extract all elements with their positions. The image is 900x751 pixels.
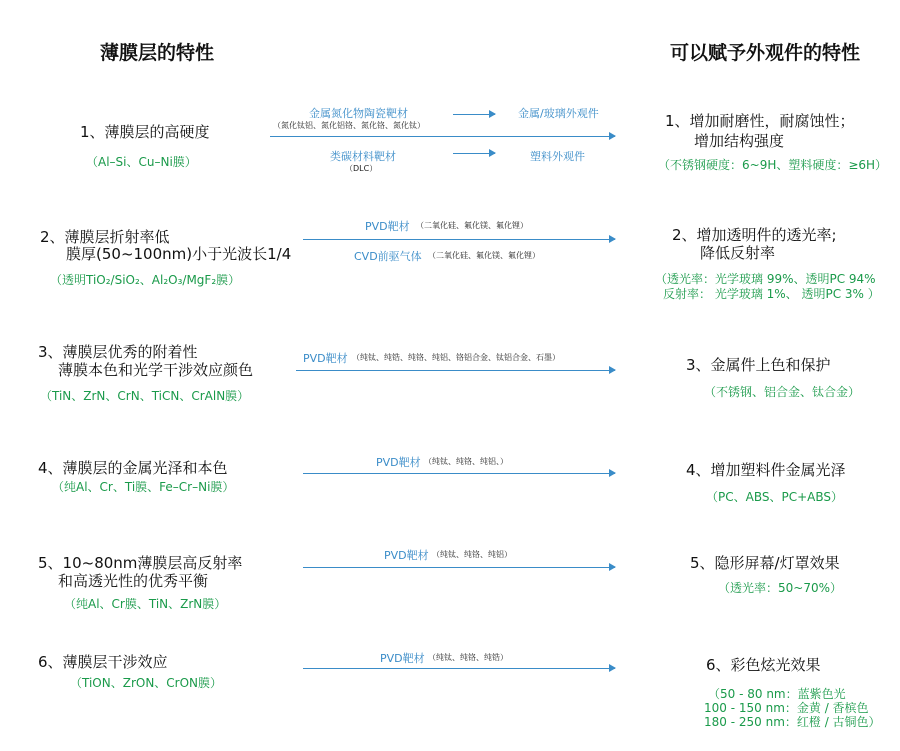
process-2b-material: CVD前驱气体 xyxy=(354,250,422,263)
property-4-title: 4、薄膜层的金属光泽和本色 xyxy=(38,459,228,477)
process-1a-arrow xyxy=(453,114,495,115)
process-6-detail: （纯钛、纯铬、纯锆） xyxy=(428,653,508,662)
benefit-2-note-line2: 反射率： 光学玻璃 1%、 透明PC 3% ） xyxy=(663,287,880,301)
process-1b-arrow xyxy=(453,153,495,154)
benefit-3-title: 3、金属件上色和保护 xyxy=(686,356,831,374)
property-2-title-line1: 2、薄膜层折射率低 xyxy=(40,228,170,246)
benefit-1-note: （不锈钢硬度：6~9H、塑料硬度：≥6H） xyxy=(658,158,888,172)
benefit-5-note: （透光率：50~70%） xyxy=(718,581,842,595)
benefit-4-note: （PC、ABS、PC+ABS） xyxy=(706,490,843,504)
benefit-5-title: 5、隐形屏幕/灯罩效果 xyxy=(690,554,840,572)
benefit-2-title-line2: 降低反射率 xyxy=(700,244,776,262)
property-1-note: （Al–Si、Cu–Ni膜） xyxy=(86,155,197,169)
property-5-note: （纯Al、Cr膜、TiN、ZrN膜） xyxy=(64,597,227,611)
process-4-detail: （纯钛、纯铬、纯铝、） xyxy=(424,457,508,466)
process-5-detail: （纯钛、纯铬、纯铝） xyxy=(432,550,512,559)
benefit-6-title: 6、彩色炫光效果 xyxy=(706,656,821,674)
process-5-arrow xyxy=(303,567,615,568)
property-2-title-line2: 膜厚(50~100nm)小于光波长1/4 xyxy=(66,245,292,263)
process-1b-target: 塑料外观件 xyxy=(530,150,585,163)
benefit-2-note-line1: （透光率：光学玻璃 99%、透明PC 94% xyxy=(655,272,876,286)
property-5-title-line1: 5、10~80nm薄膜层高反射率 xyxy=(38,554,243,572)
benefit-1-title-line2: 增加结构强度 xyxy=(694,132,785,150)
process-1a-target: 金属/玻璃外观件 xyxy=(518,107,599,120)
process-6-arrow xyxy=(303,668,615,669)
benefit-6-note-line1: （50 - 80 nm：蓝紫色光 xyxy=(708,687,846,701)
left-column-header: 薄膜层的特性 xyxy=(100,42,215,64)
benefit-6-note-line2: 100 - 150 nm：金黄 / 香槟色 xyxy=(704,701,869,715)
process-3-arrow xyxy=(296,370,615,371)
process-1-main-arrow xyxy=(270,136,615,137)
property-2-note: （透明TiO₂/SiO₂、Al₂O₃/MgF₂膜） xyxy=(50,273,241,287)
process-4-material: PVD靶材 xyxy=(376,456,421,469)
property-4-note: （纯Al、Cr、Ti膜、Fe–Cr–Ni膜） xyxy=(52,480,235,494)
process-2-arrow xyxy=(303,239,615,240)
benefit-6-note-line3: 180 - 250 nm：红橙 / 古铜色） xyxy=(704,715,881,729)
process-2b-detail: （二氧化硅、氟化镁、氟化锂） xyxy=(428,251,540,260)
process-4-arrow xyxy=(303,473,615,474)
property-1-title: 1、薄膜层的高硬度 xyxy=(80,123,210,141)
property-6-title: 6、薄膜层干涉效应 xyxy=(38,653,168,671)
process-5-material: PVD靶材 xyxy=(384,549,429,562)
property-3-title-line1: 3、薄膜层优秀的附着性 xyxy=(38,343,198,361)
benefit-3-note: （不锈钢、铝合金、钛合金） xyxy=(704,385,861,399)
benefit-1-title-line1: 1、增加耐磨性，耐腐蚀性； xyxy=(665,112,855,130)
process-1b-detail: （DLC） xyxy=(345,164,378,173)
process-6-material: PVD靶材 xyxy=(380,652,425,665)
property-5-title-line2: 和高透光性的优秀平衡 xyxy=(58,572,209,590)
property-3-title-line2: 薄膜本色和光学干涉效应颜色 xyxy=(58,361,254,379)
process-1a-material: 金属氮化物陶瓷靶材 xyxy=(309,107,408,120)
process-1a-detail: （氮化钛铝、氮化铝铬、氮化铬、氮化钛） xyxy=(273,121,425,130)
right-column-header: 可以赋予外观件的特性 xyxy=(670,42,861,64)
process-2a-material: PVD靶材 xyxy=(365,220,410,233)
benefit-2-title-line1: 2、增加透明件的透光率; xyxy=(672,226,837,244)
process-3-detail: （纯钛、纯锆、纯铬、纯铝、铬铝合金、钛铝合金、石墨） xyxy=(352,353,560,362)
benefit-4-title: 4、增加塑料件金属光泽 xyxy=(686,461,846,479)
property-3-note: （TiN、ZrN、CrN、TiCN、CrAlN膜） xyxy=(40,389,250,403)
process-1b-material: 类碳材料靶材 xyxy=(330,150,396,163)
property-6-note: （TiON、ZrON、CrON膜） xyxy=(70,676,223,690)
process-3-material: PVD靶材 xyxy=(303,352,348,365)
process-2a-detail: （二氧化硅、氟化镁、氟化锂） xyxy=(416,221,528,230)
